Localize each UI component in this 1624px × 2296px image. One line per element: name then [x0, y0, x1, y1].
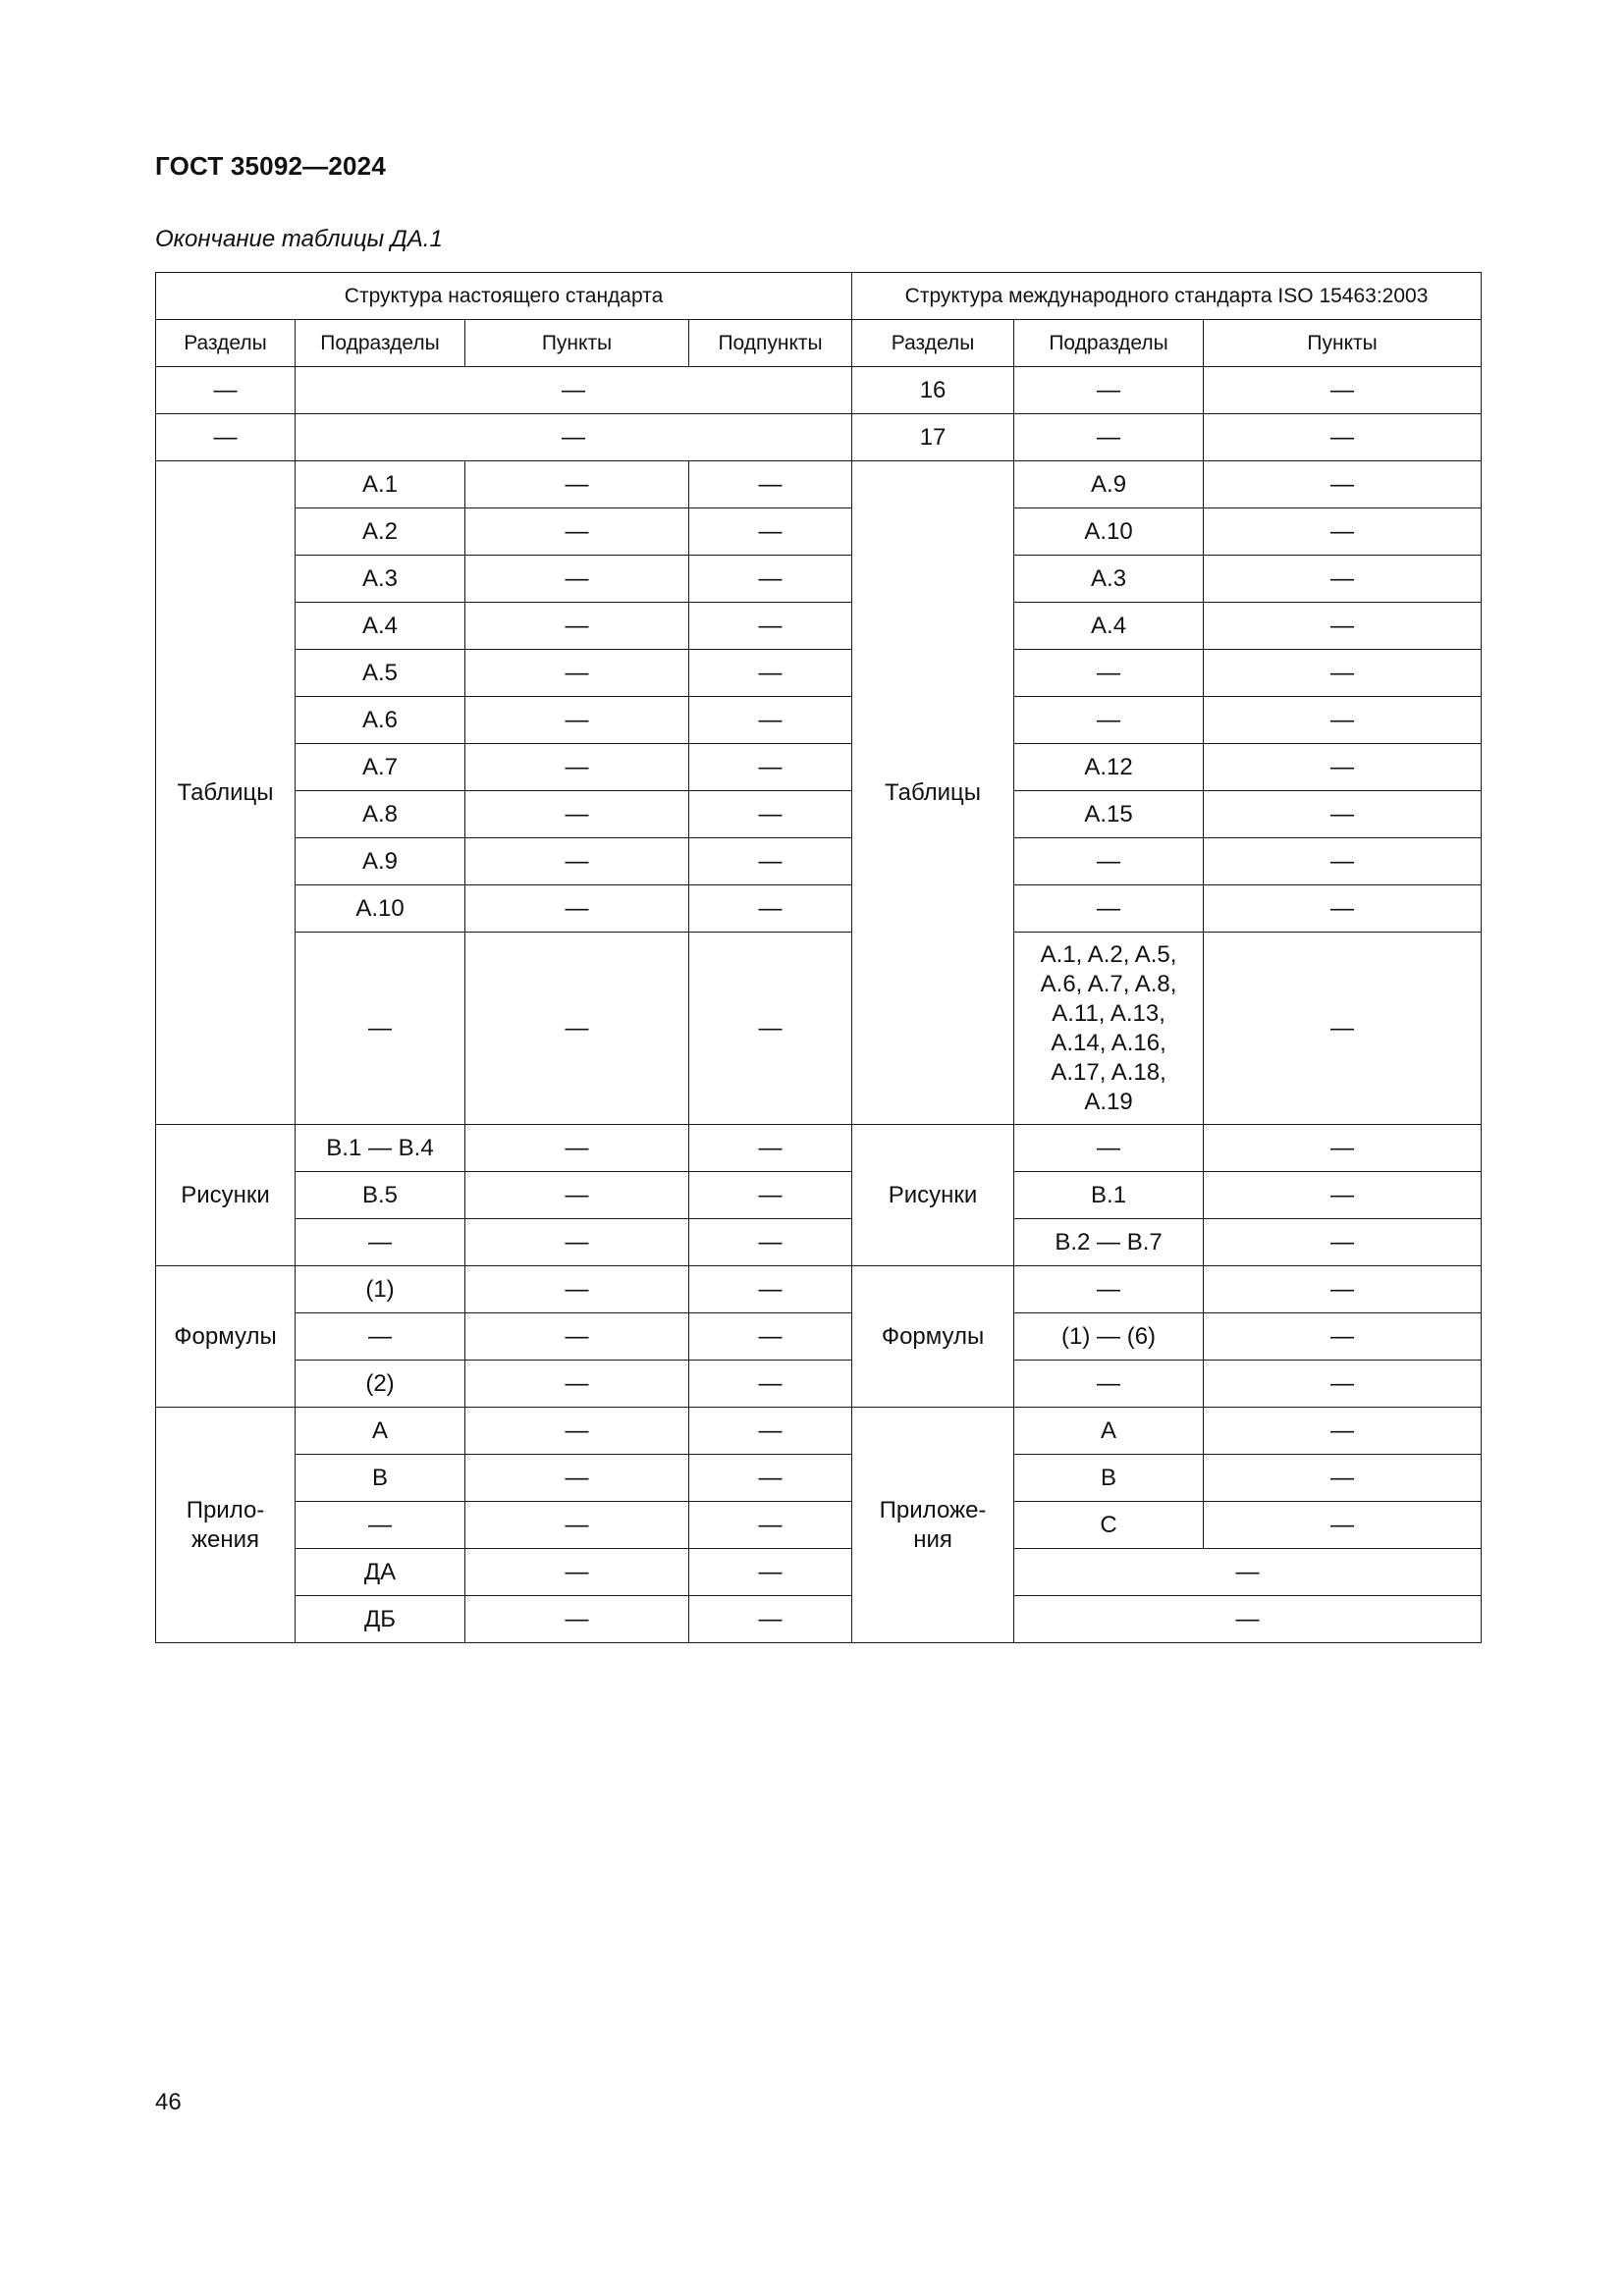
table-row — [156, 697, 1482, 744]
cell: — — [689, 885, 852, 933]
cell: — — [465, 838, 689, 885]
cell: A.12 — [1014, 744, 1204, 791]
cell-line: A.1, A.2, A.5, — [1040, 940, 1177, 968]
cell: A.3 — [1014, 556, 1204, 603]
cell-line: A.14, A.16, — [1051, 1029, 1166, 1056]
label-line: жения — [190, 1525, 260, 1553]
cell: (1) — (6) — [1014, 1313, 1204, 1361]
cell: — — [1204, 414, 1482, 461]
table-row — [156, 603, 1482, 650]
cell: 16 — [852, 367, 1014, 414]
cell: A — [1014, 1408, 1204, 1455]
cell: A.10 — [1014, 508, 1204, 556]
cell: A.9 — [1014, 461, 1204, 508]
table-row — [156, 1125, 1482, 1172]
cell: — — [689, 1125, 852, 1172]
cell: A — [296, 1408, 465, 1455]
cell: — — [1204, 838, 1482, 885]
cell: — — [689, 933, 852, 1125]
label-line: Прило- — [186, 1496, 265, 1523]
section-label-right: Таблицы — [852, 461, 1014, 1125]
cell: — — [1204, 367, 1482, 414]
cell: — — [465, 1408, 689, 1455]
section-label-left: Таблицы — [156, 461, 296, 1125]
cell: — — [1014, 1125, 1204, 1172]
table-row — [156, 838, 1482, 885]
cell: — — [1204, 1455, 1482, 1502]
cell: — — [296, 1502, 465, 1549]
cell: A.6 — [296, 697, 465, 744]
cell: — — [1014, 697, 1204, 744]
cell: — — [689, 1266, 852, 1313]
cell: — — [296, 414, 852, 461]
table-row — [156, 744, 1482, 791]
cell: A.8 — [296, 791, 465, 838]
section-label-right: Формулы — [852, 1266, 1014, 1408]
cell: ДБ — [296, 1596, 465, 1643]
section-label-left — [156, 1408, 296, 1643]
cell: — — [1014, 838, 1204, 885]
column-header: Пункты — [465, 320, 689, 367]
cell: — — [1204, 556, 1482, 603]
document-header: ГОСТ 35092—2024 — [155, 151, 386, 181]
cell: B.1 — B.4 — [296, 1125, 465, 1172]
page-number: 46 — [155, 2089, 182, 2115]
cell: — — [689, 1502, 852, 1549]
cell: — — [1204, 1266, 1482, 1313]
cell: — — [689, 1219, 852, 1266]
table-caption: Окончание таблицы ДА.1 — [155, 226, 443, 252]
cell: — — [465, 885, 689, 933]
cell: — — [465, 1549, 689, 1596]
column-header-row — [156, 320, 1482, 367]
cell: A.7 — [296, 744, 465, 791]
cell: — — [689, 1408, 852, 1455]
structure-comparison-table — [155, 272, 1482, 1643]
column-header: Разделы — [852, 320, 1014, 367]
cell: — — [689, 697, 852, 744]
cell: — — [465, 461, 689, 508]
cell: — — [1204, 744, 1482, 791]
cell: — — [689, 461, 852, 508]
cell: — — [689, 603, 852, 650]
cell: (2) — [296, 1361, 465, 1408]
cell: — — [465, 556, 689, 603]
cell: — — [689, 744, 852, 791]
cell: — — [465, 603, 689, 650]
cell: — — [465, 791, 689, 838]
table-row — [156, 885, 1482, 933]
cell: A.5 — [296, 650, 465, 697]
cell: — — [1204, 508, 1482, 556]
cell-line: A.17, A.18, — [1051, 1058, 1166, 1086]
cell: — — [1204, 603, 1482, 650]
cell: — — [1014, 1596, 1482, 1643]
cell: — — [689, 1361, 852, 1408]
cell: — — [1204, 697, 1482, 744]
cell: — — [465, 933, 689, 1125]
section-label-left: Формулы — [156, 1266, 296, 1408]
table-row — [156, 1172, 1482, 1219]
cell: — — [465, 1502, 689, 1549]
column-header: Пункты — [1204, 320, 1482, 367]
group-header-row — [156, 273, 1482, 320]
table-row — [156, 367, 1482, 414]
cell: — — [1204, 1361, 1482, 1408]
cell: — — [465, 1596, 689, 1643]
cell: — — [1204, 885, 1482, 933]
cell: A.4 — [1014, 603, 1204, 650]
cell: B.2 — B.7 — [1014, 1219, 1204, 1266]
cell: — — [1204, 1172, 1482, 1219]
multi-line-cell — [1014, 933, 1204, 1125]
cell: B — [296, 1455, 465, 1502]
cell: B.5 — [296, 1172, 465, 1219]
table-row — [156, 414, 1482, 461]
table-row — [156, 1361, 1482, 1408]
cell: — — [1204, 1408, 1482, 1455]
cell: — — [689, 1549, 852, 1596]
column-header: Разделы — [156, 320, 296, 367]
column-header: Подразделы — [1014, 320, 1204, 367]
cell: — — [1014, 650, 1204, 697]
cell-line: A.19 — [1084, 1088, 1133, 1115]
cell: A.10 — [296, 885, 465, 933]
cell: — — [1014, 1549, 1482, 1596]
cell: — — [465, 1125, 689, 1172]
cell: — — [1014, 1361, 1204, 1408]
table-row — [156, 933, 1482, 1125]
cell: — — [1204, 461, 1482, 508]
cell: — — [296, 367, 852, 414]
cell: — — [689, 556, 852, 603]
section-label-right — [852, 1408, 1014, 1643]
cell: — — [296, 933, 465, 1125]
cell: — — [465, 1219, 689, 1266]
table-row — [156, 1219, 1482, 1266]
cell: — — [1014, 1266, 1204, 1313]
cell: — — [689, 508, 852, 556]
cell: A.2 — [296, 508, 465, 556]
cell: — — [1014, 885, 1204, 933]
cell: — — [465, 1172, 689, 1219]
table-row — [156, 1408, 1482, 1455]
section-label-right: Рисунки — [852, 1125, 1014, 1266]
cell: — — [296, 1219, 465, 1266]
cell: — — [1204, 650, 1482, 697]
cell: — — [1014, 367, 1204, 414]
table-row — [156, 1266, 1482, 1313]
cell: — — [465, 1361, 689, 1408]
label-line: Приложе- — [879, 1496, 987, 1523]
cell: C — [1014, 1502, 1204, 1549]
cell: — — [689, 791, 852, 838]
cell: B.1 — [1014, 1172, 1204, 1219]
cell: A.15 — [1014, 791, 1204, 838]
cell: — — [465, 1313, 689, 1361]
cell: A.4 — [296, 603, 465, 650]
cell: — — [465, 1266, 689, 1313]
cell: — — [465, 650, 689, 697]
cell: — — [1204, 1502, 1482, 1549]
cell: — — [1014, 414, 1204, 461]
table-row — [156, 791, 1482, 838]
cell: — — [1204, 1313, 1482, 1361]
table-row — [156, 556, 1482, 603]
cell: — — [156, 414, 296, 461]
cell: — — [1204, 1219, 1482, 1266]
section-label-left: Рисунки — [156, 1125, 296, 1266]
cell: A.9 — [296, 838, 465, 885]
cell: A.1 — [296, 461, 465, 508]
cell: — — [156, 367, 296, 414]
cell: — — [465, 1455, 689, 1502]
cell: — — [465, 744, 689, 791]
cell: — — [689, 1596, 852, 1643]
cell: (1) — [296, 1266, 465, 1313]
cell: — — [689, 1172, 852, 1219]
cell: — — [689, 1313, 852, 1361]
cell: 17 — [852, 414, 1014, 461]
cell-line: A.11, A.13, — [1052, 999, 1165, 1027]
column-header: Подразделы — [296, 320, 465, 367]
cell: — — [465, 508, 689, 556]
table-row — [156, 508, 1482, 556]
cell: — — [1204, 1125, 1482, 1172]
cell: — — [1204, 791, 1482, 838]
table-row — [156, 1455, 1482, 1502]
cell: — — [1204, 933, 1482, 1125]
cell: — — [689, 1455, 852, 1502]
cell: — — [465, 697, 689, 744]
label-line: ния — [913, 1525, 952, 1553]
cell: — — [689, 838, 852, 885]
cell: B — [1014, 1455, 1204, 1502]
table-row — [156, 1313, 1482, 1361]
cell: ДА — [296, 1549, 465, 1596]
cell: — — [689, 650, 852, 697]
table-row — [156, 1502, 1482, 1549]
table-row — [156, 1549, 1482, 1596]
table-row — [156, 1596, 1482, 1643]
table-row — [156, 650, 1482, 697]
group-header-right: Структура международного стандарта ISO 15463:2003 — [852, 273, 1482, 320]
cell: A.3 — [296, 556, 465, 603]
cell-line: A.6, A.7, A.8, — [1040, 970, 1177, 997]
column-header: Подпункты — [689, 320, 852, 367]
table-row — [156, 461, 1482, 508]
group-header-left: Структура настоящего стандарта — [156, 273, 852, 320]
cell: — — [296, 1313, 465, 1361]
